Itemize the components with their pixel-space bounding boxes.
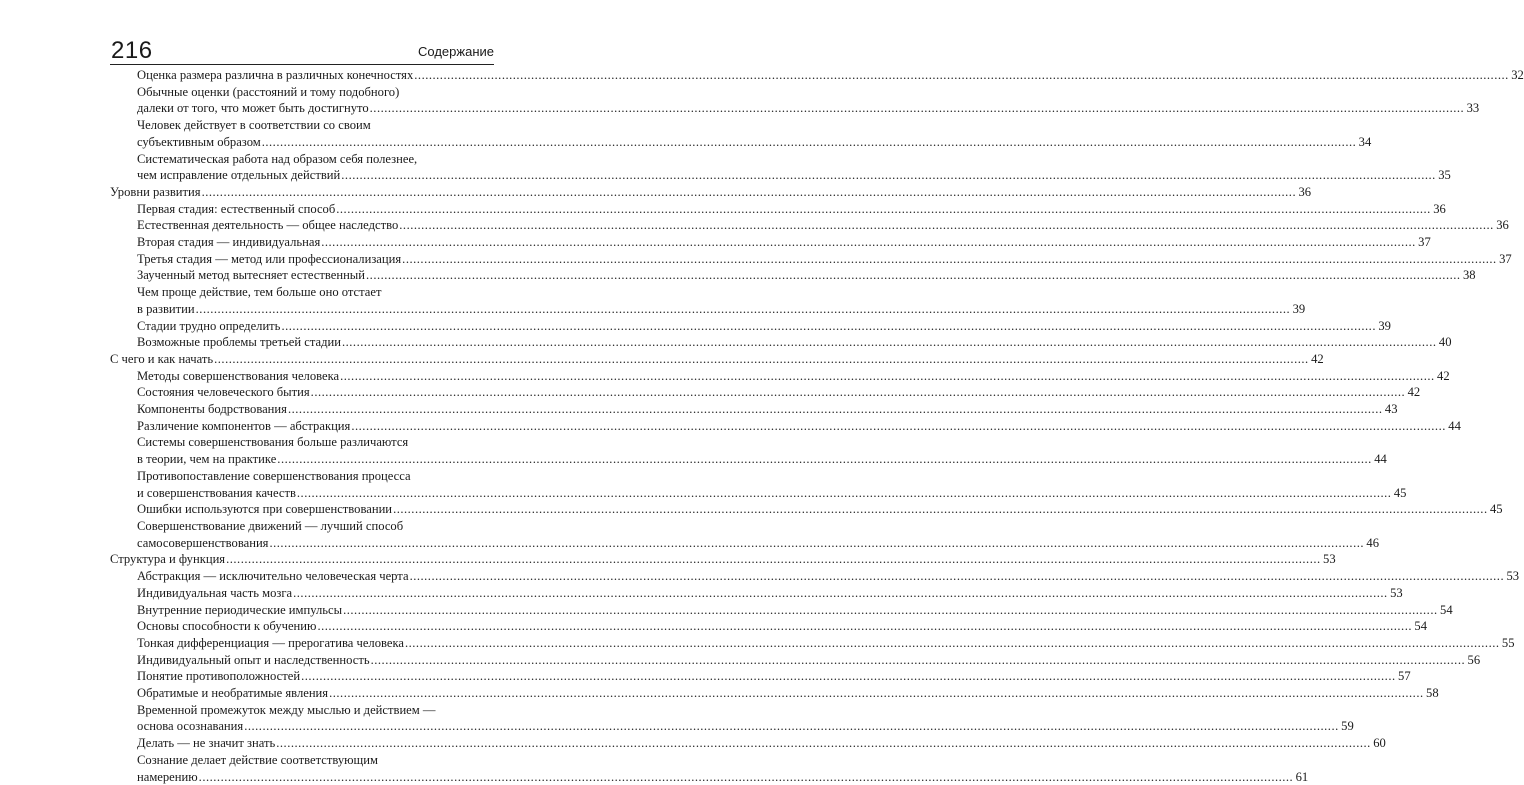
toc-entry-text: Первая стадия: естественный способ [137,201,336,216]
toc-entry [110,401,1398,418]
toc-entry [110,585,1403,602]
toc-entry [110,217,1509,234]
dot-leader: ............................................................................................................................................................................................................................................................................................................ [336,201,1431,216]
toc-entry [110,602,1453,619]
toc-page-number: 54 [1414,619,1427,634]
toc-page-number: 32 [1511,68,1524,82]
toc-entry-text: Понятие противоположностей [137,669,301,684]
toc-entry-text: Сознание делает действие соответствующим [137,752,378,767]
toc-entry-text: Естественная деятельность — общее наследство [137,218,399,233]
toc-section [110,351,1324,368]
toc-page-number: 42 [1407,385,1421,400]
toc-entry-text: и совершенствования качеств [137,485,296,500]
toc-entry [110,151,1451,184]
dot-leader: ............................................................................................................................................................................................................................................................................................................ [414,68,1509,82]
dot-leader: ............................................................................................................................................................................................................................................................................................................ [370,652,1466,667]
toc-entry-text: Вторая стадия — индивидуальная [137,235,321,250]
toc-entry-text: Совершенствование движений — лучший способ [137,518,404,533]
toc-page-number: 53 [1390,585,1403,600]
toc-entry [110,368,1450,385]
toc-page-number: 39 [1292,301,1306,316]
toc-entry [110,117,1372,150]
toc-page-number: 45 [1490,502,1503,517]
dot-leader: ............................................................................................................................................................................................................................................................................................................ [296,485,1392,500]
toc-page-number: 34 [1358,134,1372,149]
toc-page-number: 44 [1374,452,1387,467]
toc-entry-text: Стадии трудно определить [137,318,281,333]
toc-page-number: 46 [1366,535,1380,550]
toc-page-number: 37 [1418,235,1431,250]
toc-entry-text: намерению [137,769,198,784]
toc-section [110,551,1336,568]
dot-leader: ............................................................................................................................................................................................................................................................................................................ [321,235,1416,250]
toc-entry [110,318,1391,335]
toc-entry [110,267,1476,284]
toc-page-number: 53 [1323,552,1336,567]
toc-entry [110,468,1407,501]
dot-leader: ............................................................................................................................................................................................................................................................................................................ [404,635,1500,650]
toc-entry-text: субъективным образом [137,134,261,149]
dot-leader: ............................................................................................................................................................................................................................................................................................................ [277,452,1372,467]
toc-entry [110,418,1461,435]
toc-entry-text: в развитии [137,301,195,316]
toc-page-number: 53 [1506,569,1520,584]
toc-entry [110,384,1421,401]
dot-leader: ............................................................................................................................................................................................................................................................................................................ [399,218,1494,233]
toc-entry-text: Абстракция — исключительно человеческая черта [137,569,409,584]
toc-page-number: 57 [1398,669,1411,684]
toc-entry [110,618,1427,635]
toc-page-number: 33 [1466,101,1480,116]
dot-leader: ............................................................................................................................................................................................................................................................................................................ [287,402,1383,417]
toc-page-number: 37 [1499,251,1512,266]
toc-entry-text: Заученный метод вытесняет естественный [137,268,366,283]
dot-leader: ............................................................................................................................................................................................................................................................................................................ [393,502,1488,517]
dot-leader: ............................................................................................................................................................................................................................................................................................................ [293,585,1388,600]
toc-page-number: 43 [1384,402,1398,417]
toc-entry-text: в теории, чем на практике [137,452,277,467]
toc-entry-text: Человек действует в соответствии со своим [137,118,371,133]
toc-entry [110,702,1354,735]
toc-entry-text: Методы совершенствования человека [137,368,340,383]
toc-entry [110,685,1439,702]
toc-entry-text: Внутренние периодические импульсы [137,602,343,617]
toc-page-number: 44 [1448,418,1461,433]
dot-leader: ............................................................................................................................................................................................................................................................................................................ [261,134,1357,149]
dot-leader: ............................................................................................................................................................................................................................................................................................................ [276,736,1371,751]
dot-leader: ............................................................................................................................................................................................................................................................................................................ [226,552,1321,567]
dot-leader: ............................................................................................................................................................................................................................................................................................................ [343,602,1438,617]
toc-page-number: 38 [1462,268,1476,283]
page-number: 216 [111,37,153,64]
toc-entry-text: Индивидуальная часть мозга [137,585,293,600]
toc-entry [110,201,1446,218]
toc-entry [110,67,1524,84]
toc-entry-text: Состояния человеческого бытия [137,385,310,400]
toc-entry [110,434,1387,467]
dot-leader: ............................................................................................................................................................................................................................................................................................................ [269,535,1365,550]
toc-entry [110,568,1520,585]
toc-page-number: 58 [1426,686,1439,701]
dot-leader: ............................................................................................................................................................................................................................................................................................................ [201,184,1297,199]
toc-entry [110,334,1452,351]
toc-page-number: 35 [1438,168,1451,183]
dot-leader: ............................................................................................................................................................................................................................................................................................................ [369,101,1465,116]
toc-page-number: 40 [1438,335,1452,350]
dot-leader: ............................................................................................................................................................................................................................................................................................................ [340,368,1435,383]
dot-leader: ............................................................................................................................................................................................................................................................................................................ [281,318,1376,333]
toc-page-number: 56 [1467,652,1481,667]
toc-page-number: 39 [1378,318,1391,333]
toc-entry-text: Уровни развития [110,184,201,199]
table-of-contents [110,67,1524,785]
toc-entry [110,251,1512,268]
toc-entry [110,518,1380,551]
dot-leader: ............................................................................................................................................................................................................................................................................................................ [244,719,1339,734]
dot-leader: ............................................................................................................................................................................................................................................................................................................ [214,351,1309,366]
dot-leader: ............................................................................................................................................................................................................................................................................................................ [198,769,1294,784]
toc-entry-text: Компоненты бодрствования [137,402,287,417]
dot-leader: ............................................................................................................................................................................................................................................................................................................ [351,418,1446,433]
toc-entry [110,84,1480,117]
toc-entry-text: Делать — не значит знать [137,736,276,751]
toc-entry-text: чем исправление отдельных действий [137,168,341,183]
dot-leader: ............................................................................................................................................................................................................................................................................................................ [366,268,1461,283]
toc-page-number: 45 [1393,485,1407,500]
dot-leader: ............................................................................................................................................................................................................................................................................................................ [195,301,1291,316]
header-rule [110,64,494,65]
toc-page-number: 55 [1501,635,1515,650]
toc-entry-text: Противопоставление совершенствования процесса [137,468,411,483]
toc-entry [110,635,1515,652]
toc-entry-text: Структура и функция [110,552,226,567]
toc-page-number: 36 [1496,218,1509,233]
dot-leader: ............................................................................................................................................................................................................................................................................................................ [341,168,1436,183]
toc-entry-text: Оценка размера различна в различных конечностях [137,68,414,82]
toc-entry [110,501,1503,518]
toc-page-number: 60 [1373,736,1386,751]
toc-entry [110,752,1309,785]
dot-leader: ............................................................................................................................................................................................................................................................................................................ [301,669,1396,684]
toc-entry [110,284,1306,317]
toc-page-number: 59 [1341,719,1354,734]
toc-entry-text: далеки от того, что может быть достигнуто [137,101,369,116]
toc-page-number: 42 [1437,368,1450,383]
toc-entry [110,652,1481,669]
toc-section [110,184,1312,201]
dot-leader: ............................................................................................................................................................................................................................................................................................................ [329,686,1424,701]
toc-entry-text: Третья стадия — метод или профессионализация [137,251,402,266]
toc-entry-text: основа осознавания [137,719,244,734]
toc-entry-text: Обратимые и необратимые явления [137,686,329,701]
toc-entry-text: С чего и как начать [110,351,214,366]
dot-leader: ............................................................................................................................................................................................................................................................................................................ [341,335,1437,350]
dot-leader: ............................................................................................................................................................................................................................................................................................................ [409,569,1505,584]
toc-entry-text: Временной промежуток между мыслью и действием — [137,702,436,717]
toc-entry [110,735,1386,752]
toc-entry-text: Чем проще действие, тем больше оно отстает [137,285,382,300]
toc-entry-text: Тонкая дифференциация — прерогатива человека [137,635,404,650]
toc-entry-text: Систематическая работа над образом себя полезнее, [137,151,418,166]
toc-entry-text: Основы способности к обучению [137,619,317,634]
toc-page-number: 36 [1298,184,1312,199]
toc-entry-text: Возможные проблемы третьей стадии [137,335,341,350]
toc-entry-text: Ошибки используются при совершенствовании [137,502,393,517]
running-head: Содержание [418,44,494,59]
toc-entry-text: Индивидуальный опыт и наследственность [137,652,370,667]
toc-page-number: 42 [1311,351,1324,366]
dot-leader: ............................................................................................................................................................................................................................................................................................................ [402,251,1497,266]
toc-page-number: 61 [1295,769,1309,784]
dot-leader: ............................................................................................................................................................................................................................................................................................................ [310,385,1406,400]
toc-entry-text: Обычные оценки (расстояний и тому подобного) [137,84,400,99]
toc-entry [110,234,1431,251]
toc-entry [110,668,1411,685]
toc-entry-text: Различение компонентов — абстракция [137,418,351,433]
toc-entry-text: самосовершенствования [137,535,269,550]
dot-leader: ............................................................................................................................................................................................................................................................................................................ [317,619,1412,634]
toc-page-number: 36 [1433,201,1446,216]
toc-entry-text: Системы совершенствования больше различаются [137,435,409,450]
toc-page-number: 54 [1440,602,1453,617]
